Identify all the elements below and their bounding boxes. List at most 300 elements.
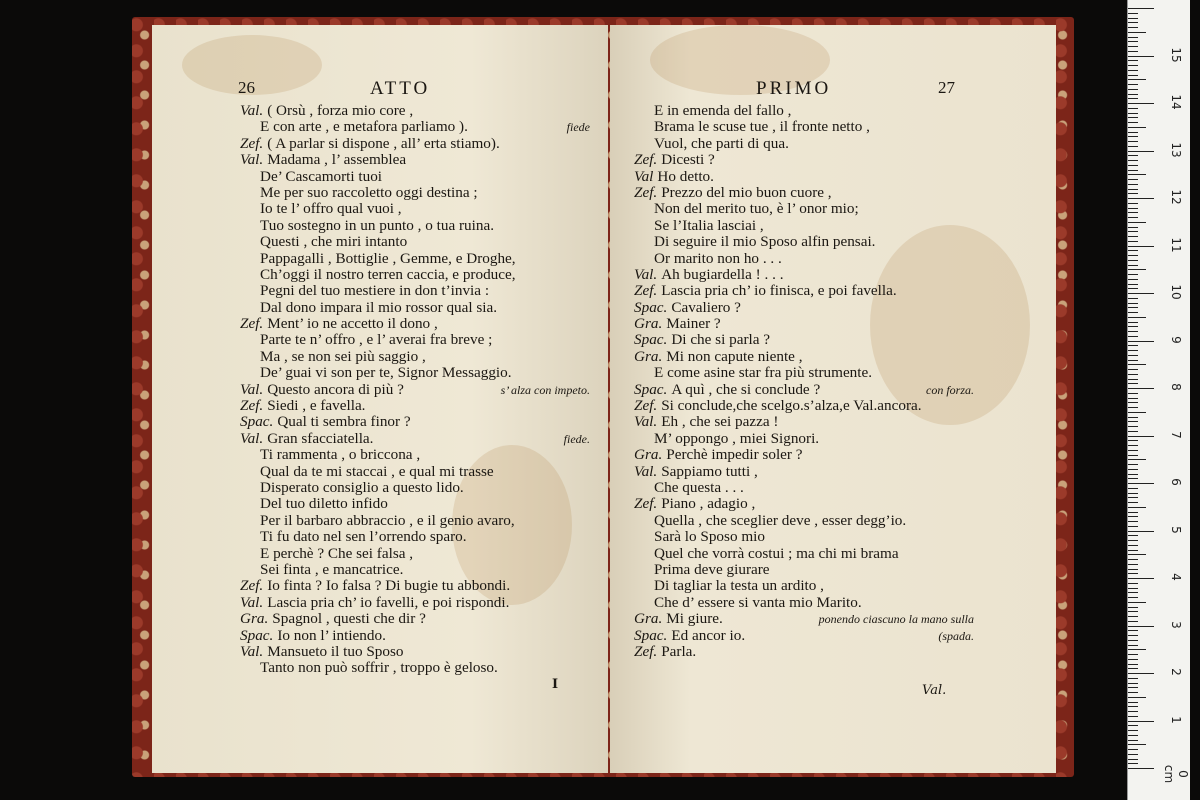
ruler-label: 7 bbox=[1169, 430, 1183, 439]
ruler-tick bbox=[1128, 759, 1138, 760]
text-line bbox=[634, 529, 974, 545]
ruler-tick bbox=[1128, 75, 1138, 76]
text-line bbox=[634, 464, 974, 480]
ruler-tick bbox=[1128, 246, 1154, 247]
text-line bbox=[240, 316, 590, 332]
verse-text: Non del merito tuo, è l’ onor mio; bbox=[654, 200, 859, 218]
ruler-tick bbox=[1128, 265, 1138, 266]
ruler-tick bbox=[1128, 79, 1146, 80]
ruler-tick bbox=[1128, 459, 1146, 460]
text-line bbox=[240, 660, 590, 676]
ruler-label: 1 bbox=[1169, 715, 1183, 724]
ruler-tick bbox=[1128, 27, 1138, 28]
text-line bbox=[634, 267, 974, 283]
text-line bbox=[240, 365, 590, 381]
ruler-tick bbox=[1128, 184, 1138, 185]
verse-text: Qual ti sembra finor ? bbox=[277, 413, 411, 431]
ruler-tick bbox=[1128, 578, 1154, 579]
text-line bbox=[240, 251, 590, 267]
right-page bbox=[610, 25, 1056, 773]
ruler-tick bbox=[1128, 436, 1154, 437]
ruler-tick bbox=[1128, 540, 1138, 541]
ruler-tick bbox=[1128, 360, 1138, 361]
text-line bbox=[240, 611, 590, 627]
speaker-label: Val. bbox=[240, 151, 264, 169]
ruler-tick bbox=[1128, 108, 1138, 109]
ruler-tick bbox=[1128, 683, 1138, 684]
ruler-tick bbox=[1128, 341, 1154, 342]
ruler-tick bbox=[1128, 426, 1138, 427]
text-line bbox=[240, 332, 590, 348]
ruler-tick bbox=[1128, 592, 1138, 593]
speaker-label: Zef. bbox=[634, 183, 658, 201]
speaker-label: Val. bbox=[240, 593, 264, 611]
text-line bbox=[634, 349, 974, 365]
text-line bbox=[634, 628, 974, 644]
ruler-tick bbox=[1128, 274, 1138, 275]
verse-text: Tanto non può soffrir , troppo è geloso. bbox=[260, 659, 498, 677]
ruler-tick bbox=[1128, 122, 1138, 123]
text-line bbox=[240, 595, 590, 611]
text-line bbox=[634, 431, 974, 447]
ruler-tick bbox=[1128, 768, 1154, 769]
ruler-tick bbox=[1128, 626, 1154, 627]
ruler-tick bbox=[1128, 198, 1154, 199]
ruler-tick bbox=[1128, 8, 1154, 9]
text-line bbox=[634, 578, 974, 594]
ruler-tick bbox=[1128, 464, 1138, 465]
verse-text: Si conclude,che scelgo.s’alza,e Val.ancora. bbox=[661, 397, 922, 415]
speaker-label: Val. bbox=[634, 413, 658, 431]
verse-text: Sarà lo Sposo mio bbox=[654, 528, 765, 546]
verse-text: Madama , l’ assemblea bbox=[267, 151, 407, 169]
text-line bbox=[240, 267, 590, 283]
ruler-tick bbox=[1128, 564, 1138, 565]
verse-text: Dal dono impara il mio rossor qual sia. bbox=[260, 298, 498, 316]
verse-text: Io finta ? Io falsa ? Di bugie tu abbondi. bbox=[267, 577, 511, 595]
ruler-tick bbox=[1128, 279, 1138, 280]
ruler-tick bbox=[1128, 374, 1138, 375]
ruler-label: 9 bbox=[1169, 335, 1183, 344]
speaker-label: Zef. bbox=[634, 151, 658, 169]
ruler-tick bbox=[1128, 640, 1138, 641]
ruler-tick bbox=[1128, 193, 1138, 194]
text-line bbox=[240, 283, 590, 299]
verse-text: Quel che vorrà costui ; ma chi mi brama bbox=[654, 544, 899, 562]
ruler-tick bbox=[1128, 369, 1138, 370]
text-line bbox=[634, 283, 974, 299]
verse-text: Di tagliar la testa un ardito , bbox=[654, 577, 824, 595]
ruler-tick bbox=[1128, 208, 1138, 209]
verse-text: Lascia pria ch’ io finisca, e poi favella. bbox=[661, 282, 897, 300]
text-line bbox=[634, 103, 974, 119]
ruler-tick bbox=[1128, 231, 1138, 232]
ruler-tick bbox=[1128, 569, 1138, 570]
stage-direction: ponendo ciascuno la mano sulla bbox=[818, 612, 974, 627]
verse-text: Ment’ io ne accetto il dono , bbox=[267, 315, 438, 333]
measurement-ruler bbox=[1127, 0, 1190, 800]
text-line bbox=[634, 447, 974, 463]
ruler-tick bbox=[1128, 98, 1138, 99]
ruler-tick bbox=[1128, 469, 1138, 470]
ruler-tick bbox=[1128, 269, 1146, 270]
ruler-tick bbox=[1128, 516, 1138, 517]
ruler-tick bbox=[1128, 616, 1138, 617]
ruler-tick bbox=[1128, 13, 1138, 14]
ruler-tick bbox=[1128, 692, 1138, 693]
verse-text: Cavaliero ? bbox=[671, 298, 741, 316]
ruler-tick bbox=[1128, 678, 1138, 679]
ruler-tick bbox=[1128, 284, 1138, 285]
ruler-label: 2 bbox=[1169, 668, 1183, 676]
text-line bbox=[634, 611, 974, 627]
verse-text: Ho detto. bbox=[657, 167, 714, 185]
ruler-label: 13 bbox=[1169, 141, 1183, 158]
ruler-tick bbox=[1128, 37, 1138, 38]
ruler-tick bbox=[1128, 412, 1146, 413]
page-number: 26 bbox=[238, 78, 255, 97]
left-page bbox=[152, 25, 608, 773]
verse-text: Parla. bbox=[661, 642, 697, 660]
text-line bbox=[240, 349, 590, 365]
verse-text: Disperato consiglio a questo lido. bbox=[260, 478, 464, 496]
ruler-label: 4 bbox=[1169, 573, 1183, 581]
text-line bbox=[240, 152, 590, 168]
ruler-tick bbox=[1128, 706, 1138, 707]
ruler-tick bbox=[1128, 345, 1138, 346]
verse-text: Qual da te mi staccai , e qual mi trasse bbox=[260, 462, 494, 480]
running-head: PRIMO bbox=[756, 78, 832, 99]
catchword: Val. bbox=[922, 683, 947, 698]
ruler-tick bbox=[1128, 659, 1138, 660]
ruler-tick bbox=[1128, 673, 1154, 674]
verse-text: Brama le scuse tue , il fronte netto , bbox=[654, 118, 870, 136]
ruler-tick bbox=[1128, 141, 1138, 142]
verse-text: Mansueto il tuo Sposo bbox=[267, 642, 404, 660]
ruler-tick bbox=[1128, 716, 1138, 717]
ruler-tick bbox=[1128, 521, 1138, 522]
ruler-tick bbox=[1128, 350, 1138, 351]
ruler-tick bbox=[1128, 588, 1138, 589]
verse-text: Ma , se non sei più saggio , bbox=[260, 347, 426, 365]
verse-text: Sappiamo tutti , bbox=[661, 462, 758, 480]
verse-text: Io non l’ intiendo. bbox=[277, 626, 386, 644]
ruler-tick bbox=[1128, 431, 1138, 432]
ruler-tick bbox=[1128, 103, 1154, 104]
verse-text: Ti rammenta , o briccona , bbox=[260, 446, 421, 464]
ruler-tick bbox=[1128, 317, 1146, 318]
ruler-label: 0 cm bbox=[1162, 764, 1190, 784]
ruler-tick bbox=[1128, 398, 1138, 399]
text-line bbox=[240, 562, 590, 578]
text-line bbox=[240, 218, 590, 234]
speaker-label: Zef. bbox=[240, 134, 264, 152]
text-line bbox=[634, 152, 974, 168]
verse-text: Me per suo raccoletto oggi destina ; bbox=[260, 183, 478, 201]
ruler-tick bbox=[1128, 307, 1138, 308]
verse-text: De’ Cascamorti tuoi bbox=[260, 167, 383, 185]
ruler-tick bbox=[1128, 455, 1138, 456]
ruler-tick bbox=[1128, 65, 1138, 66]
text-line bbox=[634, 398, 974, 414]
text-line bbox=[634, 644, 974, 660]
ruler-tick bbox=[1128, 502, 1138, 503]
verse-text: Che questa . . . bbox=[654, 478, 744, 496]
text-line bbox=[240, 513, 590, 529]
ruler-tick bbox=[1128, 645, 1138, 646]
text-line bbox=[634, 562, 974, 578]
ruler-tick bbox=[1128, 151, 1154, 152]
speaker-label: Zef. bbox=[634, 397, 658, 415]
verse-text: Prima deve giurare bbox=[654, 560, 770, 578]
text-block bbox=[634, 103, 974, 660]
verse-text: E con arte , e metafora parliamo ). bbox=[260, 118, 468, 136]
ruler-tick bbox=[1128, 583, 1138, 584]
ruler-tick bbox=[1128, 179, 1138, 180]
ruler-tick bbox=[1128, 41, 1138, 42]
ruler-tick bbox=[1128, 535, 1138, 536]
text-line bbox=[240, 546, 590, 562]
verse-text: M’ oppongo , miei Signori. bbox=[654, 429, 820, 447]
ruler-tick bbox=[1128, 407, 1138, 408]
speaker-label: Val. bbox=[240, 642, 264, 660]
text-line bbox=[634, 414, 974, 430]
ruler-tick bbox=[1128, 554, 1146, 555]
text-line bbox=[634, 185, 974, 201]
text-line bbox=[240, 119, 590, 135]
ruler-tick bbox=[1128, 526, 1138, 527]
ruler-tick bbox=[1128, 60, 1138, 61]
verse-text: Eh , che sei pazza ! bbox=[661, 413, 779, 431]
ruler-tick bbox=[1128, 388, 1154, 389]
verse-text: Quella , che sceglier deve , esser degg’io. bbox=[654, 511, 907, 529]
text-line bbox=[240, 431, 590, 447]
ruler-tick bbox=[1128, 711, 1138, 712]
verse-text: Dicesti ? bbox=[661, 151, 715, 169]
text-line bbox=[240, 382, 590, 398]
text-line bbox=[634, 513, 974, 529]
verse-text: Gran sfacciatella. bbox=[267, 429, 374, 447]
text-line bbox=[634, 201, 974, 217]
verse-text: Ch’oggi il nostro terren caccia, e produce, bbox=[260, 265, 516, 283]
ruler-tick bbox=[1128, 117, 1138, 118]
ruler-tick bbox=[1128, 217, 1138, 218]
verse-text: Spagnol , questi che dir ? bbox=[272, 610, 426, 628]
speaker-label: Zef. bbox=[240, 577, 264, 595]
verse-text: Di che si parla ? bbox=[671, 331, 771, 349]
verse-text: Piano , adagio , bbox=[661, 495, 756, 513]
ruler-tick bbox=[1128, 94, 1138, 95]
verse-text: Ah bugiardella ! . . . bbox=[661, 265, 784, 283]
verse-text: Sei finta , e mancatrice. bbox=[260, 560, 404, 578]
verse-text: ( Orsù , forza mio core , bbox=[267, 102, 414, 119]
speaker-label: Spac. bbox=[634, 331, 668, 349]
text-line bbox=[634, 300, 974, 316]
verse-text: Ed ancor io. bbox=[671, 626, 746, 644]
verse-text: A quì , che si conclude ? bbox=[671, 380, 821, 398]
ruler-tick bbox=[1128, 113, 1138, 114]
speaker-label: Gra. bbox=[634, 347, 663, 365]
speaker-label: Spac. bbox=[240, 413, 274, 431]
speaker-label: Spac. bbox=[634, 380, 668, 398]
text-line bbox=[240, 628, 590, 644]
text-line bbox=[240, 136, 590, 152]
ruler-tick bbox=[1128, 136, 1138, 137]
ruler-tick bbox=[1128, 417, 1138, 418]
ruler-tick bbox=[1128, 393, 1138, 394]
ruler-tick bbox=[1128, 146, 1138, 147]
verse-text: Or marito non ho . . . bbox=[654, 249, 782, 267]
ruler-tick bbox=[1128, 445, 1138, 446]
page-number: 27 bbox=[938, 78, 955, 97]
ruler-tick bbox=[1128, 754, 1138, 755]
ruler-tick bbox=[1128, 260, 1138, 261]
ruler-tick bbox=[1128, 189, 1138, 190]
ruler-tick bbox=[1128, 322, 1138, 323]
ruler-tick bbox=[1128, 250, 1138, 251]
text-line bbox=[240, 480, 590, 496]
ruler-tick bbox=[1128, 89, 1138, 90]
text-line bbox=[240, 644, 590, 660]
ruler-tick bbox=[1128, 668, 1138, 669]
ruler-tick bbox=[1128, 649, 1146, 650]
ruler-tick bbox=[1128, 383, 1138, 384]
ruler-tick bbox=[1128, 687, 1138, 688]
running-head: ATTO bbox=[370, 78, 431, 99]
ruler-tick bbox=[1128, 155, 1138, 156]
ruler-tick bbox=[1128, 478, 1138, 479]
speaker-label: Gra. bbox=[634, 610, 663, 628]
ruler-tick bbox=[1128, 607, 1138, 608]
ruler-tick bbox=[1128, 132, 1138, 133]
speaker-label: Zef. bbox=[240, 397, 264, 415]
ruler-label: 5 bbox=[1169, 525, 1183, 534]
text-line bbox=[240, 578, 590, 594]
text-line bbox=[634, 496, 974, 512]
verse-text: Di seguire il mio Sposo alfin pensai. bbox=[654, 233, 876, 251]
text-line bbox=[240, 103, 590, 119]
stage-direction: con forza. bbox=[926, 382, 974, 397]
ruler-tick bbox=[1128, 512, 1138, 513]
ruler-tick bbox=[1128, 721, 1154, 722]
speaker-label: Val. bbox=[240, 429, 264, 447]
ruler-label: 11 bbox=[1169, 236, 1183, 253]
ruler-tick bbox=[1128, 379, 1138, 380]
ruler-tick bbox=[1128, 740, 1138, 741]
speaker-label: Gra. bbox=[240, 610, 269, 628]
ruler-tick bbox=[1128, 402, 1138, 403]
ruler-tick bbox=[1128, 635, 1138, 636]
verse-text: E perchè ? Che sei falsa , bbox=[260, 544, 414, 562]
verse-text: Per il barbaro abbraccio , e il genio avaro, bbox=[260, 511, 515, 529]
verse-text: Siedi , e favella. bbox=[267, 397, 366, 415]
ruler-tick bbox=[1128, 84, 1138, 85]
speaker-label: Val. bbox=[240, 102, 264, 119]
ruler-tick bbox=[1128, 127, 1146, 128]
text-line bbox=[240, 201, 590, 217]
ruler-tick bbox=[1128, 474, 1138, 475]
ruler-label: 10 bbox=[1169, 284, 1183, 300]
ruler-tick bbox=[1128, 730, 1138, 731]
text-line bbox=[634, 480, 974, 496]
ruler-label: 6 bbox=[1169, 478, 1183, 486]
ruler-tick bbox=[1128, 32, 1146, 33]
ruler-label: 12 bbox=[1169, 189, 1183, 205]
ruler-tick bbox=[1128, 440, 1138, 441]
speaker-label: Zef. bbox=[240, 315, 264, 333]
verse-text: Questi , che miri intanto bbox=[260, 233, 408, 251]
ruler-tick bbox=[1128, 421, 1138, 422]
verse-text: Pappagalli , Bottiglie , Gemme, e Droghe, bbox=[260, 249, 516, 267]
ruler-tick bbox=[1128, 312, 1138, 313]
text-line bbox=[634, 382, 974, 398]
text-line bbox=[634, 169, 974, 185]
text-line bbox=[634, 546, 974, 562]
catchword: I bbox=[552, 677, 559, 692]
speaker-label: Val. bbox=[634, 265, 658, 283]
verse-text: Questo ancora di più ? bbox=[267, 380, 404, 398]
speaker-label: Spac. bbox=[634, 298, 668, 316]
ruler-tick bbox=[1128, 255, 1138, 256]
ruler-tick bbox=[1128, 236, 1138, 237]
speaker-label: Val. bbox=[240, 380, 264, 398]
text-line bbox=[240, 398, 590, 414]
verse-text: Mi non capute niente , bbox=[666, 347, 803, 365]
text-line bbox=[634, 119, 974, 135]
ruler-tick bbox=[1128, 744, 1146, 745]
text-line bbox=[634, 136, 974, 152]
speaker-label: Spac. bbox=[240, 626, 274, 644]
ruler-label: 3 bbox=[1169, 620, 1183, 629]
text-line bbox=[634, 365, 974, 381]
verse-text: De’ guai vi son per te, Signor Messaggio. bbox=[260, 364, 512, 382]
verse-text: Parte te n’ offro , e l’ averai fra breve ; bbox=[260, 331, 493, 349]
ruler-tick bbox=[1128, 364, 1146, 365]
stage-direction: fiede bbox=[566, 120, 590, 135]
verse-text: Mainer ? bbox=[666, 315, 721, 333]
verse-text: Perchè impedir soler ? bbox=[666, 446, 803, 464]
text-block bbox=[240, 103, 590, 677]
ruler-tick bbox=[1128, 51, 1138, 52]
text-line bbox=[240, 300, 590, 316]
ruler-tick bbox=[1128, 18, 1138, 19]
ruler-tick bbox=[1128, 293, 1154, 294]
speaker-label: Zef. bbox=[634, 495, 658, 513]
verse-text: Mi giure. bbox=[666, 610, 723, 628]
verse-text: Ti fu dato nel sen l’orrendo sparo. bbox=[260, 528, 467, 546]
ruler-tick bbox=[1128, 630, 1138, 631]
text-line bbox=[240, 496, 590, 512]
text-line bbox=[240, 169, 590, 185]
ruler-tick bbox=[1128, 735, 1138, 736]
ruler-tick bbox=[1128, 56, 1154, 57]
ruler-tick bbox=[1128, 331, 1138, 332]
ruler-tick bbox=[1128, 212, 1138, 213]
ruler-tick bbox=[1128, 227, 1138, 228]
verse-text: Lascia pria ch’ io favelli, e poi rispondi. bbox=[267, 593, 510, 611]
ruler-tick bbox=[1128, 483, 1154, 484]
text-line bbox=[240, 529, 590, 545]
ruler-tick bbox=[1128, 298, 1138, 299]
text-line bbox=[240, 447, 590, 463]
ruler-label: 14 bbox=[1169, 94, 1183, 110]
text-line bbox=[634, 595, 974, 611]
ruler-tick bbox=[1128, 573, 1138, 574]
text-line bbox=[240, 234, 590, 250]
ruler-tick bbox=[1128, 222, 1146, 223]
ruler-tick bbox=[1128, 165, 1138, 166]
ruler-tick bbox=[1128, 22, 1138, 23]
